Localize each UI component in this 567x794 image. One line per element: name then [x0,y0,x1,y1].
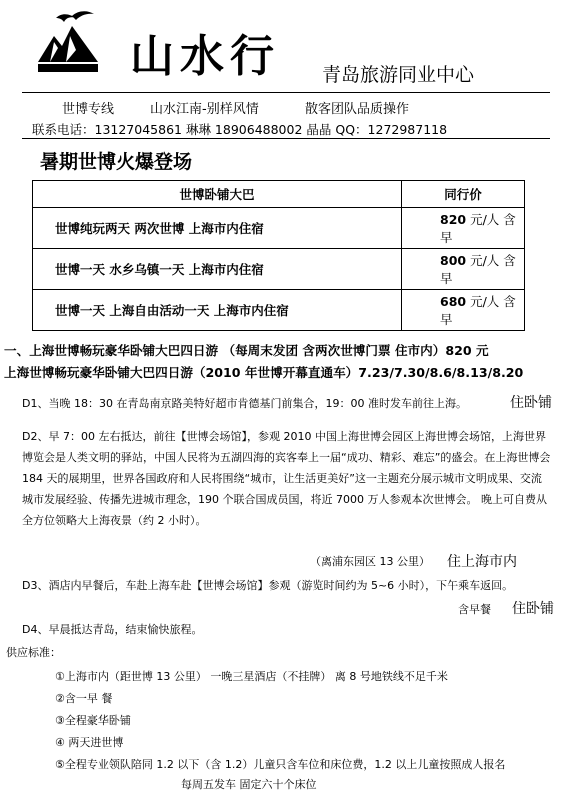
header-divider [22,92,550,93]
d3-meal: 含早餐 [458,603,491,616]
price-unit: 元/人 含早 [440,253,516,286]
d1-stay: 住卧铺 [510,395,552,411]
price-value: 680 [440,294,467,309]
supply-item: ⑤全程专业领队陪同 1.2 以下（含 1.2）儿童只含车位和床位费，1.2 以上儿童按照成人报名 [55,758,506,771]
price-table [32,180,525,331]
itinerary-d3: D3、酒店内早餐后，车赴上海车赴【世博会场馆】参观（游览时间约为 5~6 小时），下午乘车返回。 [22,579,514,592]
price-cell [402,249,525,290]
supply-item: ④ 两天进世博 [55,736,124,749]
price-unit: 元/人 含早 [440,212,516,245]
d3-stay: 住卧铺 [512,601,554,617]
route-cell: 世博一天 水乡乌镇一天 上海市内住宿 [33,249,402,290]
d2-stay: 住上海市内 [447,554,517,570]
brand-name: 山水行 [130,31,280,82]
table-row [33,208,525,249]
sub-item-quality: 散客团队品质操作 [305,102,410,117]
route-cell: 世博一天 上海自由活动一天 上海市内住宿 [33,290,402,331]
price-cell [402,208,525,249]
col-header-route: 世博卧铺大巴 [33,181,402,208]
itinerary-d2: D2、早 7：00 左右抵达，前往【世博会场馆】，参观 2010 中国上海世博会园区上海世博会场馆，上海世界博览会是人类文明的驿站，中国人民将为五湖四海的宾客奉上一届“成功、精彩、难忘”的盛会。在上海世博会 184 天的展期里，世界各国政府和人民将围绕“城市，让生活更美好”这一主题充分展示城市文明成果、交流城市发展经验、传播先进城市理念，190 个联合国成员国，将近 7000 万人参观本次世博会。 晚上可自费从全方位领略大上海夜景（约 2 小时）。 [22,430,551,527]
company-logo [36,8,100,74]
d2-note: （离浦东园区 13 公里） [310,555,430,568]
itinerary-d1: D1、当晚 18：30 在青岛南京路美特好超市肯德基门前集合，19：00 准时发车前往上海。 [22,397,467,410]
table-row [33,249,525,290]
supply-title: 供应标准： [6,646,61,659]
route-cell: 世博纯玩两天 两次世博 上海市内住宿 [33,208,402,249]
page-headline: 暑期世博火爆登场 [40,151,193,173]
sub-item-jiangnan: 山水江南-别样风情 [150,102,259,117]
sub-item-expo-line: 世博专线 [62,102,115,117]
itinerary-d4: D4、早晨抵达青岛，结束愉快旅程。 [22,623,203,636]
price-unit: 元/人 含早 [440,294,516,327]
supply-item: ①上海市内（距世博 13 公里） 一晚三星酒店（不挂牌） 离 8 号地铁线不足千米 [55,670,448,683]
supply-item: ②含一早 餐 [55,692,113,705]
price-value: 820 [440,212,467,227]
contact-divider [22,138,550,139]
price-value: 800 [440,253,467,268]
price-cell [402,290,525,331]
supply-item: 每周五发车 固定六十个床位 [181,778,317,791]
mountain-bird-logo-icon [36,8,100,74]
price-table-header [33,181,525,208]
col-header-price: 同行价 [402,181,525,208]
route-title-2: 上海世博畅玩豪华卧铺大巴四日游（2010 年世博开幕直通车）7.23/7.30/8.6/8.13/8.20 [4,365,524,380]
route-title-1: 一、上海世博畅玩豪华卧铺大巴四日游 （每周末发团 含两次世博门票 住市内）820 元 [4,343,489,358]
table-row [33,290,525,331]
contact-line: 联系电话：13127045861 琳琳 18906488002 晶晶 QQ：1272987118 [32,122,448,137]
center-name: 青岛旅游同业中心 [322,64,475,86]
supply-item: ③全程豪华卧铺 [55,714,131,727]
